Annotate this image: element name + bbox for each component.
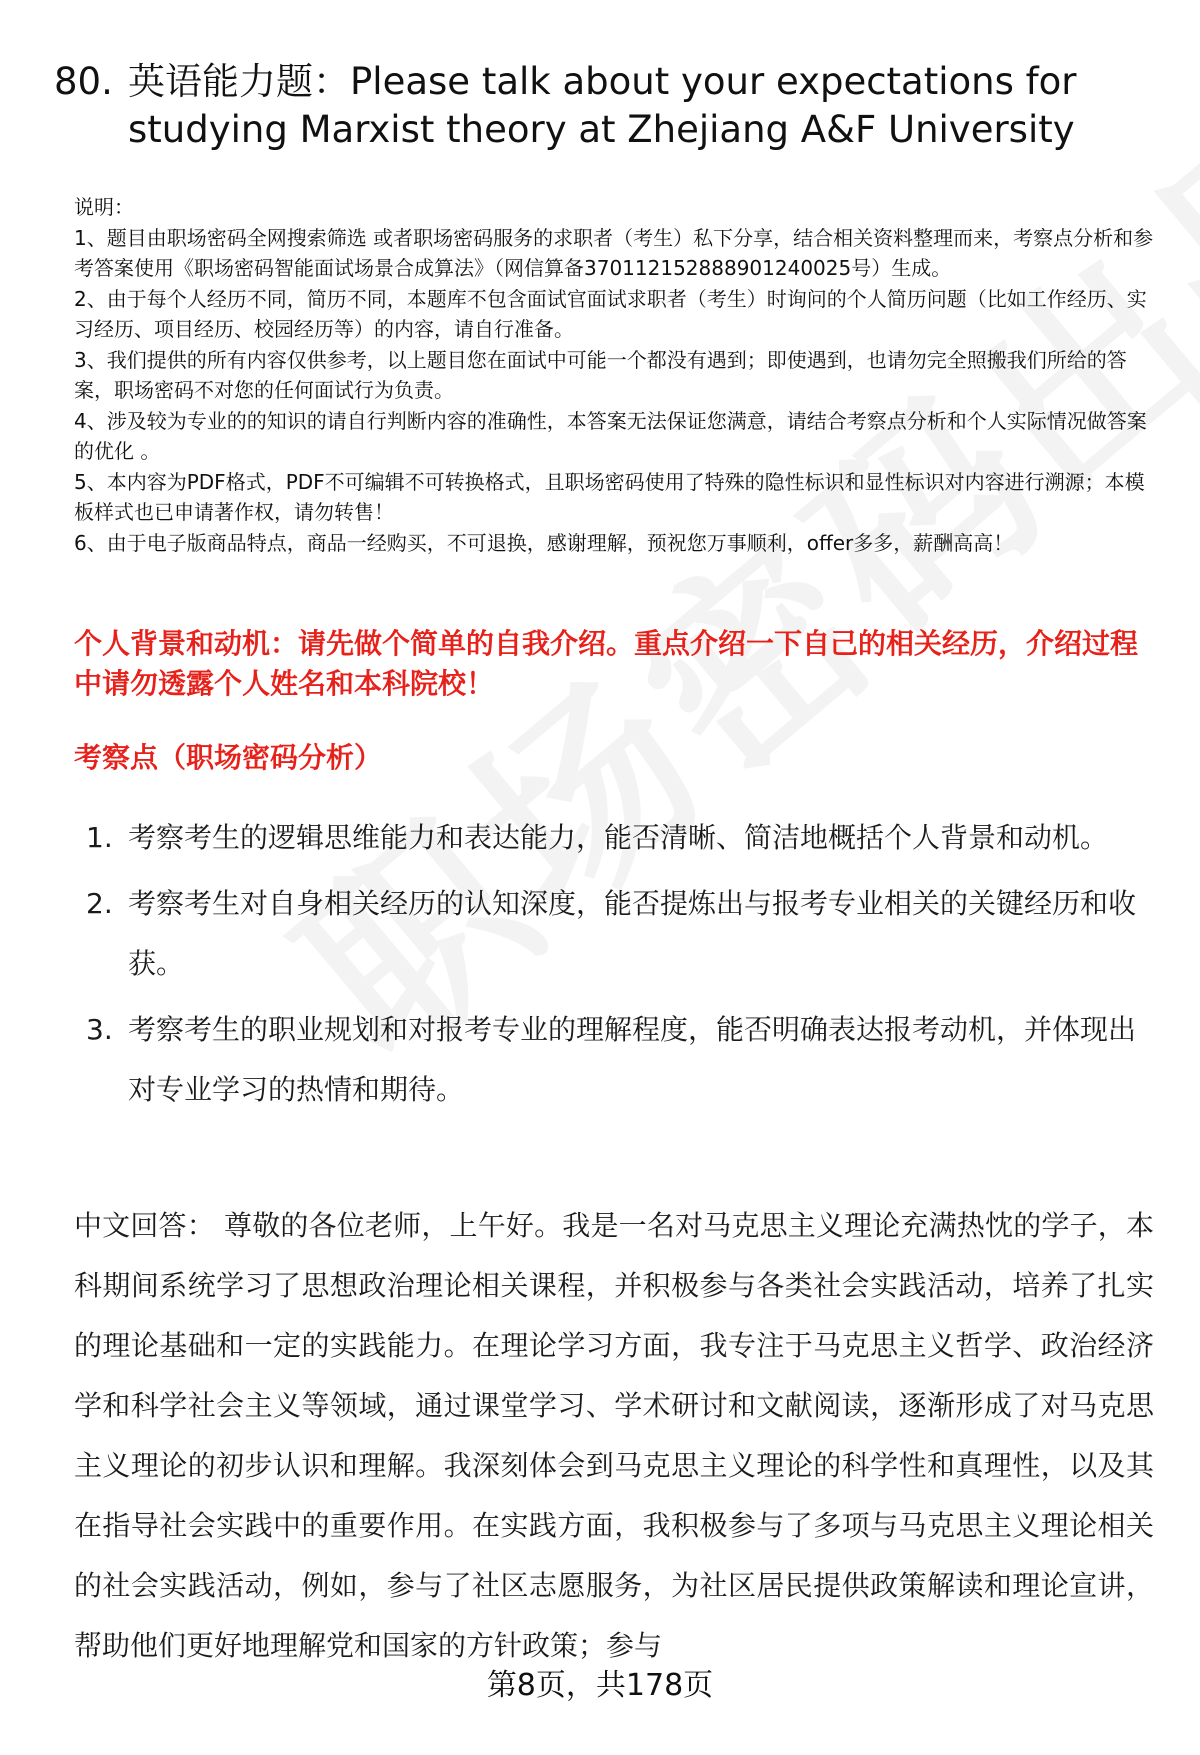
point-text: 考察考生的职业规划和对报考专业的理解程度，能否明确表达报考动机，并体现出对专业学习的热情和期待。 [128, 1013, 1137, 1106]
point-number: 2. [86, 887, 113, 920]
notes-heading: 说明： [74, 195, 134, 219]
point-number: 3. [86, 1013, 113, 1046]
question-number: 80. [54, 60, 113, 103]
analysis-point [74, 808, 1154, 868]
point-number: 1. [86, 821, 113, 854]
analysis-heading: 考察点（职场密码分析） [74, 741, 383, 774]
analysis-point [74, 1000, 1154, 1120]
answer-text: 尊敬的各位老师，上午好。我是一名对马克思主义理论充满热忱的学子，本科期间系统学习了思想政治理论相关课程，并积极参与各类社会实践活动，培养了扎实的理论基础和一定的实践能力。在理论学习方面，我专注于马克思主义哲学、政治经济学和科学社会主义等领域，通过课堂学习、学术研讨和文献阅读，逐渐形成了对马克思主义理论的初步认识和理解。我深刻体会到马克思主义理论的科学性和真理性，以及其在指导社会实践中的重要作用。在实践方面，我积极参与了多项与马克思主义理论相关的社会实践活动，例如，参与了社区志愿服务，为社区居民提供政策解读和理论宣讲，帮助他们更好地理解党和国家的方针政策；参与 [74, 1209, 1154, 1662]
answer-label: 中文回答： [74, 1209, 215, 1242]
page-footer: 第8页，共178页 [486, 1668, 714, 1703]
note-item: 3、我们提供的所有内容仅供参考，以上题目您在面试中可能一个都没有遇到；即使遇到，也请勿完全照搬我们所给的答案，职场密码不对您的任何面试行为负责。 [74, 347, 1127, 402]
point-text: 考察考生的逻辑思维能力和表达能力，能否清晰、简洁地概括个人背景和动机。 [128, 821, 1109, 854]
question-text: 英语能力题：Please talk about your expectations for studying Marxist theory at Zhejiang A&F University [128, 60, 1077, 151]
note-item: 4、涉及较为专业的的知识的请自行判断内容的准确性，本答案无法保证您满意，请结合考察点分析和个人实际情况做答案的优化 。 [74, 408, 1147, 463]
note-item: 5、本内容为PDF格式，PDF不可编辑不可转换格式，且职场密码使用了特殊的隐性标识和显性标识对内容进行溯源；本模板样式也已申请著作权，请勿转售！ [74, 469, 1145, 524]
analysis-list [74, 808, 1154, 1126]
note-item: 1、题目由职场密码全网搜索筛选 或者职场密码服务的求职者（考生）私下分享，结合相关资料整理而来，考察点分析和参考答案使用《职场密码智能面试场景合成算法》（网信算备370112152888901240025号）生成。 [74, 225, 1154, 280]
point-text: 考察考生对自身相关经历的认知深度，能否提炼出与报考专业相关的关键经历和收获。 [128, 887, 1137, 980]
answer-paragraph [74, 1196, 1154, 1676]
section-heading: 个人背景和动机：请先做个简单的自我介绍。重点介绍一下自己的相关经历，介绍过程中请勿透露个人姓名和本科院校！ [74, 627, 1139, 700]
note-item: 2、由于每个人经历不同，简历不同，本题库不包含面试官面试求职者（考生）时询问的个人简历问题（比如工作经历、实习经历、项目经历、校园经历等）的内容，请自行准备。 [74, 286, 1147, 341]
question-title [54, 58, 1154, 154]
note-item: 6、由于电子版商品特点，商品一经购买，不可退换，感谢理解，预祝您万事顺利，offer多多，薪酬高高！ [74, 530, 1014, 555]
notes-block [74, 192, 1154, 558]
analysis-point [74, 874, 1154, 994]
